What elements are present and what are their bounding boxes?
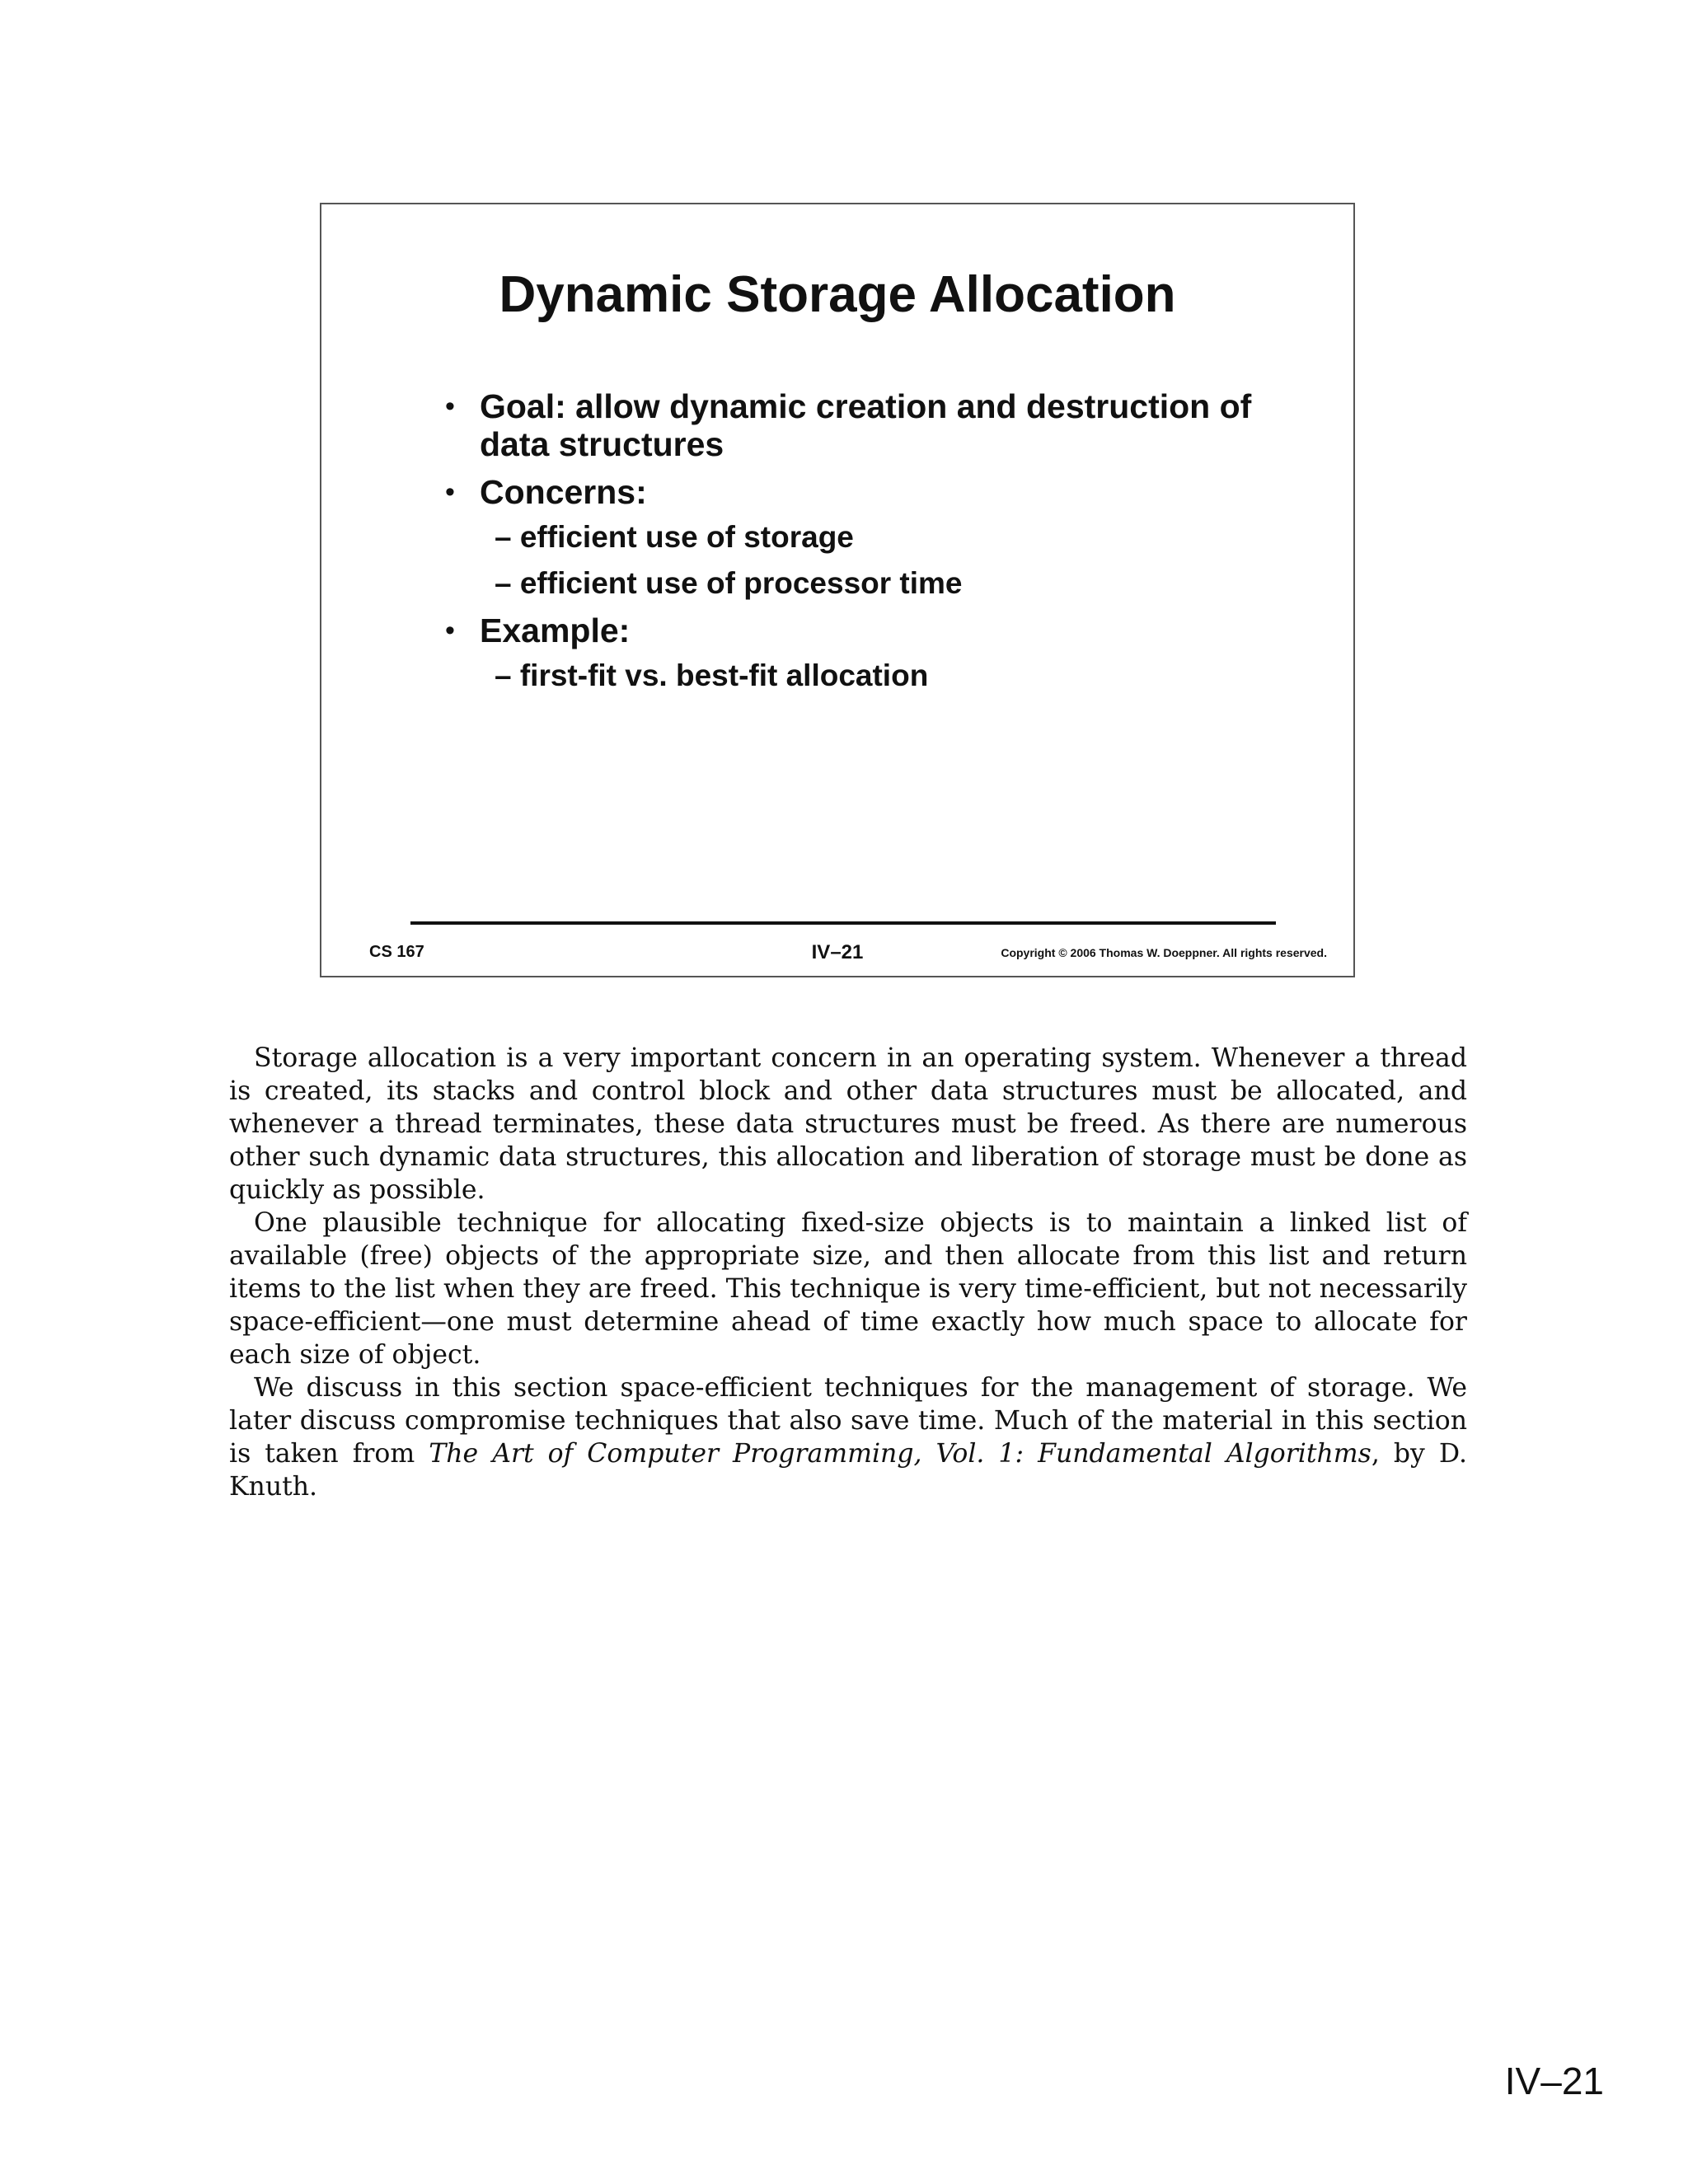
bullet-text: Concerns: [480,473,647,511]
bullet-dot: • [445,615,455,646]
slide-frame [320,203,1355,977]
notes-paragraph: One plausible technique for allocating fixed-size objects is to maintain a linked list of available (free) objects of the appropriate size, and then allocate from this list and return items to the list when they are freed. This technique is very time-efficient, but not necessarily space-efficient—one must determine ahead of time exactly how much space to allocate for each size of object. [229,1208,1467,1370]
notes-paragraph [229,1371,1467,1503]
slide-title: Dynamic Storage Allocation [499,266,1176,323]
concerns-sub-list [480,519,1268,602]
lecture-notes [229,1042,1467,1503]
bullet-text: Goal: allow dynamic creation and destruction of data structures [480,387,1252,463]
footer-rule [410,921,1276,925]
example-sub-list [480,658,1268,694]
notes-text: , by D. Knuth. [229,1439,1467,1502]
sub-bullet: – efficient use of processor time [495,566,963,600]
notes-text: We discuss in this section space-efficient techniques for the management of storage. We later discuss compromise techniques that also save time. Much of the material in this section is taken from [229,1373,1467,1469]
page-number: IV–21 [1504,2060,1604,2102]
bullet-example [443,612,1268,694]
notes-paragraph: Storage allocation is a very important concern in an operating system. Whenever a thread is created, its stacks and control block and other data structures must be allocated, and whenever a thread terminates, these data structures must be freed. As there are numerous other such dynamic data structures, this allocation and liberation of storage must be done as quickly as possible. [229,1043,1467,1205]
sub-bullet: – first-fit vs. best-fit allocation [495,658,929,692]
copyright-notice: Copyright © 2006 Thomas W. Doeppner. All rights reserved. [1001,946,1327,959]
bullet-dot: • [445,391,455,422]
book-title: The Art of Computer Programming, Vol. 1: Fundamental Algorithms [429,1439,1372,1469]
bullet-dot: • [445,476,455,508]
slide-number: IV–21 [811,941,864,963]
slide-bullet-list [443,387,1268,704]
bullet-concerns [443,473,1268,602]
bullet-goal [443,387,1268,463]
bullet-text: Example: [480,612,631,649]
course-label: CS 167 [369,943,424,961]
sub-bullet: – efficient use of storage [495,520,854,554]
